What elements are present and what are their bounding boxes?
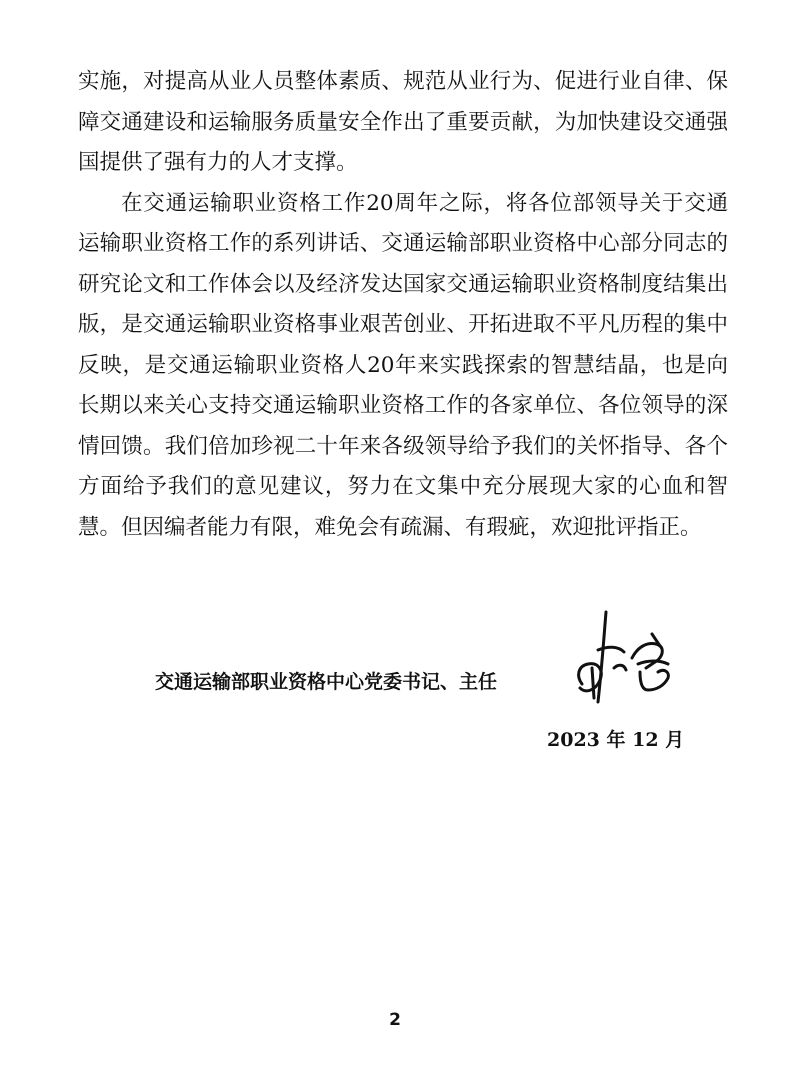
page-number: 2 — [389, 1010, 401, 1030]
handwritten-signature — [568, 606, 688, 718]
paragraph-continuation: 实施，对提高从业人员整体素质、规范从业行为、促进行业自律、保障交通建设和运输服务质量安全作出了重要贡献，为加快建设交通强国提供了强有力的人才支撑。 — [78, 69, 728, 175]
paragraph-main: 在交通运输职业资格工作20周年之际，将各位部领导关于交通运输职业资格工作的系列讲话、交通运输部职业资格中心部分同志的研究论文和工作体会以及经济发达国家交通运输职业资格制度结集出版，是交通运输职业资格事业艰苦创业、开拓进取不平凡历程的集中反映，是交通运输职业资格人20年来实践探索的智慧结晶，也是向长期以来关心支持交通运输职业资格工作的各家单位、各位领导的深情回馈。我们倍加珍视二十年来各级领导给予我们的关怀指导、各个方面给予我们的意见建议，努力在文集中充分展现大家的心血和智慧。但因编者能力有限，难免会有疏漏、有瑕疵，欢迎批评指正。 — [78, 190, 728, 540]
body-text — [78, 62, 728, 548]
date: 2023 年 12 月 — [547, 729, 685, 751]
signature-title: 交通运输部职业资格中心党委书记、主任 — [155, 671, 498, 693]
